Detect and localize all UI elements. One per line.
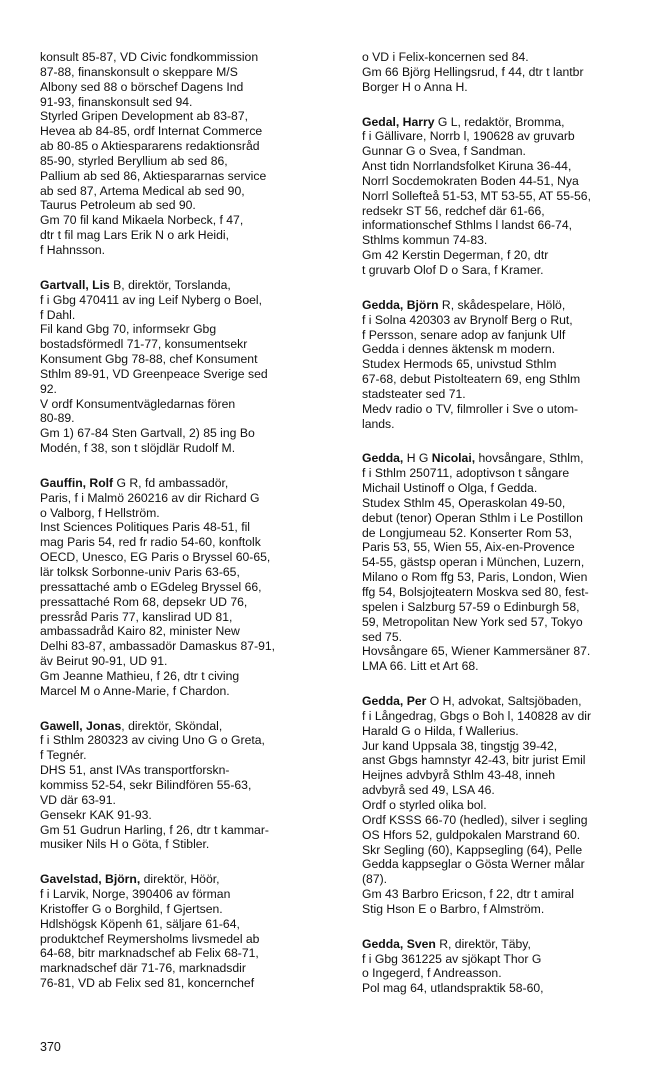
text-line bbox=[362, 570, 650, 585]
entry-name: Gauffin, Rolf bbox=[40, 475, 114, 490]
entry-text: pressattaché Rom 68, depsekr UD 76, bbox=[40, 594, 248, 609]
entry-text: kommiss 52-54, sekr Bilindfören 55-63, bbox=[40, 777, 252, 792]
entry-text: V ordf Konsumentvägledarnas fören bbox=[40, 396, 236, 411]
entry-text: Jur kand Uppsala 38, tingstjg 39-42, bbox=[362, 738, 558, 753]
text-line bbox=[362, 115, 650, 130]
biography-entry bbox=[40, 278, 325, 456]
entry-text: Gensekr KAK 91-93. bbox=[40, 807, 152, 822]
text-line bbox=[362, 372, 650, 387]
text-line bbox=[362, 952, 650, 967]
entry-text: Norrl Sollefteå 51-53, MT 53-55, AT 55-56, bbox=[362, 188, 591, 203]
entry-text: pressattaché amb o EGdeleg Bryssel 66, bbox=[40, 579, 262, 594]
text-line bbox=[40, 639, 325, 654]
entry-text: stadsteater sed 71. bbox=[362, 386, 466, 401]
text-line bbox=[40, 837, 325, 852]
entry-text: o Ingegerd, f Andreasson. bbox=[362, 966, 502, 981]
text-line bbox=[40, 184, 325, 199]
text-line bbox=[40, 550, 325, 565]
entry-text: f Dahl. bbox=[40, 307, 76, 322]
entry-text: Milano o Rom ffg 53, Paris, London, Wien bbox=[362, 570, 588, 585]
text-line bbox=[362, 753, 650, 768]
entry-text: Gunnar G o Svea, f Sandman. bbox=[362, 144, 526, 159]
entry-text: Inst Sciences Politiques Paris 48-51, fil bbox=[40, 520, 250, 535]
biography-entry bbox=[362, 451, 650, 674]
entry-text: 80-89. bbox=[40, 411, 75, 426]
entry-text: Hevea ab 84-85, ordf Internat Commerce bbox=[40, 124, 263, 139]
entry-text: Borger H o Anna H. bbox=[362, 79, 468, 94]
entry-text: OECD, Unesco, EG Paris o Bryssel 60-65, bbox=[40, 550, 271, 565]
text-line bbox=[362, 937, 650, 952]
text-line bbox=[362, 144, 650, 159]
text-line bbox=[362, 630, 650, 645]
entry-text: f Tegnér. bbox=[40, 748, 87, 763]
entry-text: f i Gbg 361225 av sjökapt Thor G bbox=[362, 951, 542, 966]
text-line bbox=[40, 932, 325, 947]
entry-text: marknadschef där 71-76, marknadsdir bbox=[40, 961, 246, 976]
entry-name: Gedda, Björn bbox=[362, 297, 439, 312]
entry-text: f Persson, senare adop av fanjunk Ulf bbox=[362, 327, 566, 342]
entry-text: Kristoffer G o Borghild, f Gjertsen. bbox=[40, 901, 223, 916]
entry-text: DHS 51, anst IVAs transportforskn- bbox=[40, 763, 230, 778]
text-line bbox=[40, 654, 325, 669]
text-line bbox=[362, 555, 650, 570]
text-line bbox=[40, 520, 325, 535]
entry-text: äv Beirut 90-91, UD 91. bbox=[40, 654, 168, 669]
entry-text: bostadsförmedl 71-77, konsumentsekr bbox=[40, 337, 248, 352]
text-line bbox=[362, 644, 650, 659]
entry-text: produktchef Reymersholms livsmedel ab bbox=[40, 931, 260, 946]
entry-text: Ordf KSSS 66-70 (hedled), silver i segling bbox=[362, 812, 588, 827]
entry-text: Hdlshögsk Köpenh 61, säljare 61-64, bbox=[40, 916, 240, 931]
text-line bbox=[40, 80, 325, 95]
text-line bbox=[362, 204, 650, 219]
biography-entry bbox=[40, 50, 325, 258]
entry-text: Taurus Petroleum ab sed 90. bbox=[40, 198, 196, 213]
entry-text: Gedda i dennes äktensk m modern. bbox=[362, 342, 556, 357]
entry-text: lands. bbox=[362, 416, 395, 431]
entry-text: sed 75. bbox=[362, 629, 402, 644]
text-line bbox=[40, 441, 325, 456]
text-line bbox=[40, 887, 325, 902]
entry-text: Pallium ab sed 86, Aktiespararnas service bbox=[40, 168, 267, 183]
entry-text: G R, fd ambassadör, bbox=[113, 475, 229, 490]
entry-text: Gm 51 Gudrun Harling, f 26, dtr t kammar- bbox=[40, 822, 269, 837]
entry-text: LMA 66. Litt et Art 68. bbox=[362, 659, 479, 674]
entry-text: R, direktör, Täby, bbox=[435, 936, 531, 951]
entry-text: Michail Ustinoff o Olga, f Gedda. bbox=[362, 481, 538, 496]
entry-text: Fil kand Gbg 70, informsekr Gbg bbox=[40, 322, 217, 337]
entry-text: direktör, Höör, bbox=[140, 872, 220, 887]
text-line bbox=[40, 382, 325, 397]
entry-text: Heijnes advbyrå Sthlm 43-48, inneh bbox=[362, 768, 556, 783]
text-line bbox=[362, 50, 650, 65]
entry-text: 91-93, finanskonsult sed 94. bbox=[40, 94, 193, 109]
text-line bbox=[40, 476, 325, 491]
entry-text: 85-90, styrled Beryllium ab sed 86, bbox=[40, 153, 228, 168]
entry-text: Gm 43 Barbro Ericson, f 22, dtr t amiral bbox=[362, 887, 575, 902]
text-line bbox=[362, 798, 650, 813]
entry-text: Ordf o styrled olika bol. bbox=[362, 797, 487, 812]
text-line bbox=[40, 322, 325, 337]
text-line bbox=[40, 902, 325, 917]
entry-name: Gedda, Sven bbox=[362, 936, 436, 951]
entry-name: Gavelstad, Björn, bbox=[40, 872, 141, 887]
entry-text: f Hahnsson. bbox=[40, 242, 106, 257]
biography-entry bbox=[40, 719, 325, 853]
entry-text: konsult 85-87, VD Civic fondkommission bbox=[40, 50, 259, 64]
biography-entry bbox=[362, 298, 650, 432]
page-number: 370 bbox=[40, 1040, 61, 1054]
entry-text: Konsument Gbg 78-88, chef Konsument bbox=[40, 352, 258, 367]
entry-name: Gartvall, Lis bbox=[40, 277, 110, 292]
text-line bbox=[362, 248, 650, 263]
text-line bbox=[40, 367, 325, 382]
entry-text: Gedda kappseglar o Gösta Werner målar bbox=[362, 857, 585, 872]
entry-text: mag Paris 54, red fr radio 54-60, konftolk bbox=[40, 535, 261, 550]
entry-text: Gm 42 Kerstin Degerman, f 20, dtr bbox=[362, 248, 549, 263]
text-line bbox=[40, 411, 325, 426]
text-line bbox=[40, 124, 325, 139]
entry-text: Norrl Socdemokraten Boden 44-51, Nya bbox=[362, 173, 579, 188]
entry-text: Styrled Gripen Development ab 83-87, bbox=[40, 109, 248, 124]
text-line bbox=[362, 981, 650, 996]
biography-entry bbox=[40, 872, 325, 991]
text-line bbox=[362, 739, 650, 754]
biography-entry bbox=[40, 476, 325, 699]
text-line bbox=[40, 610, 325, 625]
text-line bbox=[362, 313, 650, 328]
entry-text: dtr t fil mag Lars Erik N o ark Heidi, bbox=[40, 228, 229, 243]
text-line bbox=[40, 139, 325, 154]
text-line bbox=[362, 263, 650, 278]
entry-name: Gedda, Per bbox=[362, 694, 427, 709]
text-line bbox=[362, 342, 650, 357]
entry-text: Gm 1) 67-84 Sten Gartvall, 2) 85 ing Bo bbox=[40, 426, 255, 441]
entry-text: 92. bbox=[40, 381, 57, 396]
text-line bbox=[362, 496, 650, 511]
text-line bbox=[362, 526, 650, 541]
text-line bbox=[362, 843, 650, 858]
text-line bbox=[40, 946, 325, 961]
text-line bbox=[40, 961, 325, 976]
entry-text: O H, advokat, Saltsjöbaden, bbox=[426, 694, 582, 709]
entry-text: Gm 66 Björg Hellingsrud, f 44, dtr t lantbr bbox=[362, 64, 584, 79]
entry-text: ffg 54, Bolsjojteatern Moskva sed 80, fest- bbox=[362, 585, 589, 599]
text-line bbox=[40, 684, 325, 699]
text-line bbox=[362, 129, 650, 144]
entry-text: musiker Nils H o Göta, f Stibler. bbox=[40, 837, 210, 852]
text-line bbox=[362, 481, 650, 496]
entry-text: Anst tidn Norrlandsfolket Kiruna 36-44, bbox=[362, 159, 572, 174]
entry-text: Medv radio o TV, filmroller i Sve o utom- bbox=[362, 401, 579, 416]
text-line bbox=[362, 857, 650, 872]
text-line bbox=[40, 535, 325, 550]
entry-name: Gedda, bbox=[362, 451, 404, 466]
entry-text: H G bbox=[403, 451, 432, 466]
entry-text: pressråd Paris 77, kanslirad UD 81, bbox=[40, 609, 233, 624]
text-line bbox=[362, 966, 650, 981]
entry-text: de Longjumeau 52. Konserter Rom 53, bbox=[362, 525, 573, 540]
entry-text: advbyrå sed 49, LSA 46. bbox=[362, 783, 495, 798]
entry-text: B, direktör, Torslanda, bbox=[109, 277, 231, 292]
text-line bbox=[362, 417, 650, 432]
text-line bbox=[362, 872, 650, 887]
entry-text: f i Larvik, Norge, 390406 av förman bbox=[40, 887, 231, 902]
text-line bbox=[362, 402, 650, 417]
entry-text: Pol mag 64, utlandspraktik 58-60, bbox=[362, 981, 544, 996]
entry-text: Gm Jeanne Mathieu, f 26, dtr t civing bbox=[40, 668, 240, 683]
text-line bbox=[362, 887, 650, 902]
text-line bbox=[40, 169, 325, 184]
text-line bbox=[362, 724, 650, 739]
entry-name: Gedal, Harry bbox=[362, 114, 435, 129]
entry-text: Sthlms kommun 74-83. bbox=[362, 233, 488, 248]
biography-entry bbox=[362, 694, 650, 917]
entry-text: ab 80-85 o Aktiespararens redaktionsråd bbox=[40, 139, 260, 154]
text-line bbox=[362, 585, 650, 600]
entry-text: Gm 70 fil kand Mikaela Norbeck, f 47, bbox=[40, 213, 244, 228]
text-line bbox=[40, 50, 325, 65]
text-line bbox=[40, 506, 325, 521]
entry-text: Delhi 83-87, ambassadör Damaskus 87-91, bbox=[40, 639, 276, 654]
text-line bbox=[362, 828, 650, 843]
entry-text: f i Sthlm 250711, adoptivson t sångare bbox=[362, 466, 570, 481]
text-line bbox=[362, 768, 650, 783]
entry-text: f i Långedrag, Gbgs o Boh l, 140828 av dir bbox=[362, 708, 592, 723]
entry-name: Gawell, Jonas bbox=[40, 718, 122, 733]
text-line bbox=[40, 243, 325, 258]
entry-text: spelen i Salzburg 57-59 o Edinburgh 58, bbox=[362, 599, 580, 614]
text-line bbox=[362, 694, 650, 709]
entry-text: t gruvarb Olof D o Sara, f Kramer. bbox=[362, 262, 544, 277]
entry-text: (87). bbox=[362, 872, 388, 887]
text-line bbox=[362, 189, 650, 204]
entry-text: 87-88, finanskonsult o skeppare M/S bbox=[40, 64, 238, 79]
entry-text: Studex Hermods 65, univstud Sthlm bbox=[362, 357, 557, 372]
text-line bbox=[40, 976, 325, 991]
entry-text: Albony sed 88 o börschef Dagens Ind bbox=[40, 79, 244, 94]
text-line bbox=[40, 793, 325, 808]
entry-text: R, skådespelare, Hölö, bbox=[438, 297, 566, 312]
text-line bbox=[362, 451, 650, 466]
entry-text: anst Gbgs hamnstyr 42-43, bitr jurist Emil bbox=[362, 753, 586, 768]
entry-name: Nicolai, bbox=[431, 451, 476, 466]
entry-text: redsekr ST 56, redchef där 61-66, bbox=[362, 203, 545, 218]
biography-entry bbox=[362, 50, 650, 95]
text-line bbox=[40, 580, 325, 595]
entry-text: , direktör, Sköndal, bbox=[121, 718, 223, 733]
biography-entry bbox=[362, 937, 650, 996]
entry-text: f i Gbg 470411 av ing Leif Nyberg o Boel, bbox=[40, 292, 262, 307]
text-line bbox=[362, 540, 650, 555]
text-line bbox=[40, 278, 325, 293]
text-line bbox=[40, 719, 325, 734]
text-line bbox=[40, 917, 325, 932]
text-line bbox=[40, 95, 325, 110]
entry-text: VD där 63-91. bbox=[40, 792, 116, 807]
entry-text: Paris, f i Malmö 260216 av dir Richard G bbox=[40, 490, 260, 505]
entry-text: 59, Metropolitan New York sed 57, Tokyo bbox=[362, 614, 583, 629]
text-line bbox=[40, 595, 325, 610]
text-line bbox=[362, 659, 650, 674]
text-line bbox=[362, 600, 650, 615]
entry-text: 76-81, VD ab Felix sed 81, koncernchef bbox=[40, 976, 255, 991]
entry-text: debut (tenor) Operan Sthlm i Le Postillon bbox=[362, 510, 583, 525]
entry-text: hovsångare, Sthlm, bbox=[475, 451, 584, 466]
text-line bbox=[40, 337, 325, 352]
text-line bbox=[362, 357, 650, 372]
text-line bbox=[40, 293, 325, 308]
right-column bbox=[362, 50, 650, 1016]
entry-text: Marcel M o Anne-Marie, f Chardon. bbox=[40, 683, 230, 698]
entry-text: G L, redaktör, Bromma, bbox=[434, 114, 565, 129]
text-line bbox=[362, 387, 650, 402]
text-line bbox=[40, 491, 325, 506]
biography-entry bbox=[362, 115, 650, 278]
text-line bbox=[40, 823, 325, 838]
text-line bbox=[362, 783, 650, 798]
entry-text: f i Solna 420303 av Brynolf Berg o Rut, bbox=[362, 312, 573, 327]
text-line bbox=[40, 198, 325, 213]
left-column bbox=[40, 50, 325, 1011]
text-line bbox=[40, 154, 325, 169]
entry-text: Stig Hson E o Barbro, f Almström. bbox=[362, 901, 545, 916]
entry-text: Harald G o Hilda, f Wallerius. bbox=[362, 723, 519, 738]
text-line bbox=[362, 218, 650, 233]
text-line bbox=[40, 213, 325, 228]
text-line bbox=[40, 397, 325, 412]
entry-text: f i Gällivare, Norrb l, 190628 av gruvarb bbox=[362, 129, 575, 144]
text-line bbox=[362, 511, 650, 526]
text-line bbox=[362, 902, 650, 917]
entry-text: Sthlm 89-91, VD Greenpeace Sverige sed bbox=[40, 366, 268, 381]
entry-text: ambassadråd Kairo 82, minister New bbox=[40, 624, 240, 639]
text-line bbox=[40, 624, 325, 639]
text-line bbox=[362, 298, 650, 313]
entry-text: f i Sthlm 280323 av civing Uno G o Greta, bbox=[40, 733, 265, 748]
text-line bbox=[40, 109, 325, 124]
entry-text: 67-68, debut Pistolteatern 69, eng Sthlm bbox=[362, 372, 581, 387]
entry-text: lär tolksk Sorbonne-univ Paris 63-65, bbox=[40, 565, 240, 579]
entry-text: o VD i Felix-koncernen sed 84. bbox=[362, 50, 529, 64]
text-line bbox=[362, 233, 650, 248]
text-line bbox=[362, 159, 650, 174]
entry-text: Hovsångare 65, Wiener Kammersäner 87. bbox=[362, 644, 591, 659]
text-line bbox=[362, 328, 650, 343]
text-line bbox=[362, 709, 650, 724]
entry-text: ab sed 87, Artema Medical ab sed 90, bbox=[40, 183, 245, 198]
entry-text: Studex Sthlm 45, Operaskolan 49-50, bbox=[362, 495, 566, 510]
text-line bbox=[40, 426, 325, 441]
entry-text: Modén, f 38, son t slöjdlär Rudolf M. bbox=[40, 441, 236, 456]
text-line bbox=[362, 466, 650, 481]
entry-text: o Valborg, f Hellström. bbox=[40, 505, 160, 520]
entry-text: 64-68, bitr marknadschef ab Felix 68-71, bbox=[40, 946, 259, 961]
entry-text: Skr Segling (60), Kappsegling (64), Pelle bbox=[362, 842, 583, 857]
text-line bbox=[362, 174, 650, 189]
text-line bbox=[40, 748, 325, 763]
text-line bbox=[362, 65, 650, 80]
text-line bbox=[362, 813, 650, 828]
entry-text: OS Hfors 52, guldpokalen Marstrand 60. bbox=[362, 827, 581, 842]
text-line bbox=[40, 872, 325, 887]
text-line bbox=[40, 808, 325, 823]
entry-text: 54-55, gästsp operan i München, Luzern, bbox=[362, 555, 585, 570]
text-line bbox=[40, 565, 325, 580]
text-line bbox=[362, 80, 650, 95]
text-line bbox=[40, 669, 325, 684]
text-line bbox=[40, 763, 325, 778]
text-line bbox=[40, 778, 325, 793]
text-line bbox=[362, 615, 650, 630]
entry-text: informationschef Sthlms l landst 66-74, bbox=[362, 218, 572, 233]
text-line bbox=[40, 228, 325, 243]
entry-text: Paris 53, 55, Wien 55, Aix-en-Provence bbox=[362, 540, 575, 555]
text-line bbox=[40, 733, 325, 748]
text-line bbox=[40, 65, 325, 80]
text-line bbox=[40, 308, 325, 323]
text-line bbox=[40, 352, 325, 367]
